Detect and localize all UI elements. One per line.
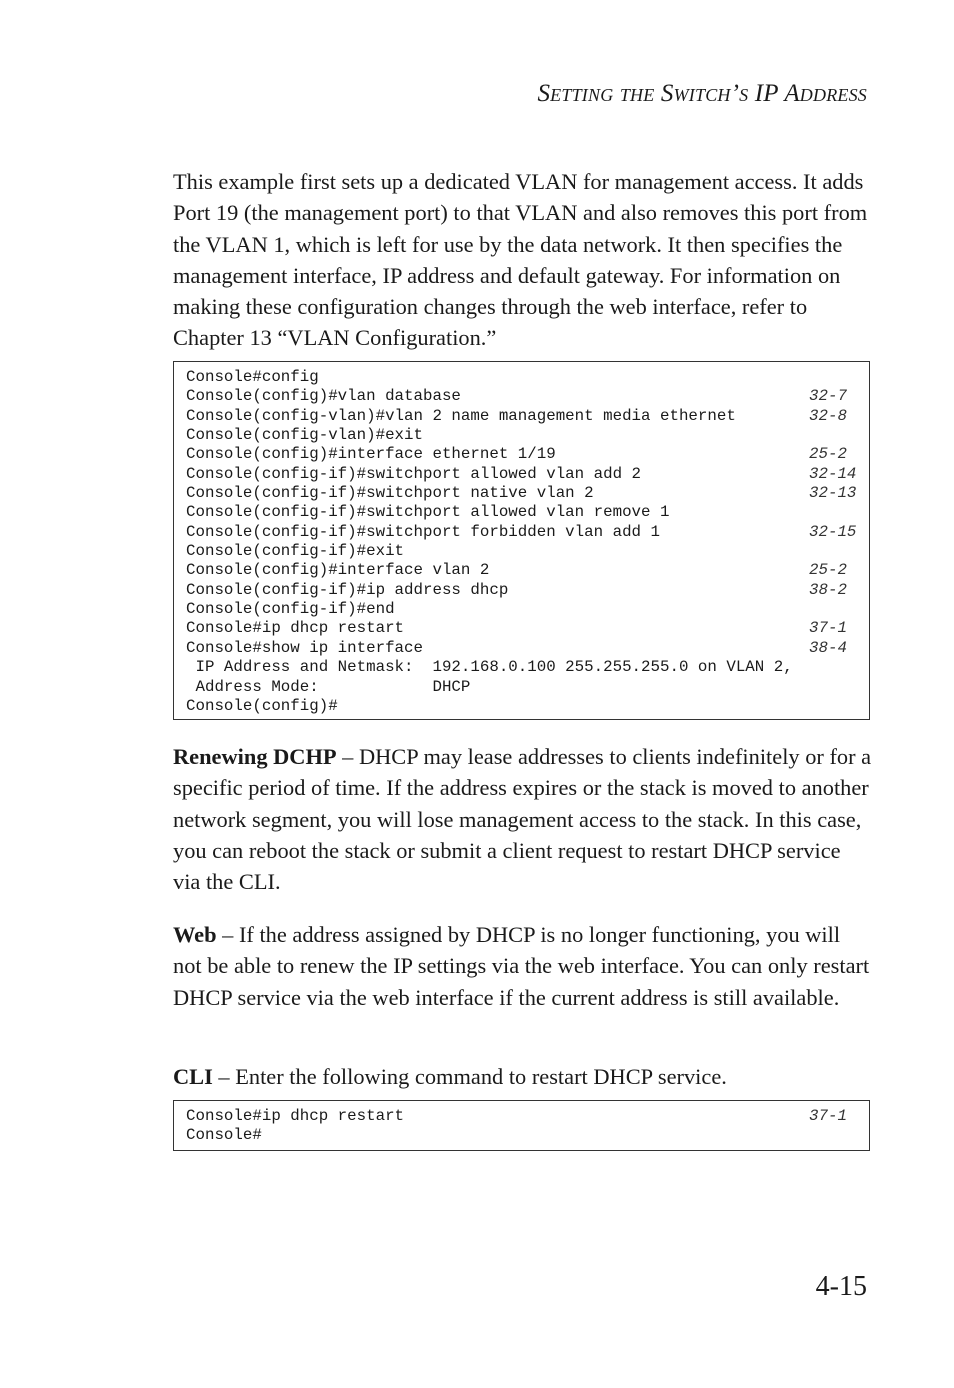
web-term: Web — [173, 922, 217, 947]
code-command: Console(config-vlan)#vlan 2 name management media ethernet — [186, 406, 736, 425]
renewing-dhcp-term: Renewing DCHP — [173, 744, 337, 769]
code-line — [186, 1107, 857, 1126]
code-command: Console(config-if)#ip address dhcp — [186, 580, 509, 599]
cli-text: – Enter the following command to restart DHCP service. — [212, 1064, 727, 1089]
code-line — [186, 697, 857, 716]
renewing-dhcp-paragraph — [173, 741, 873, 897]
code-command: Console(config)#interface vlan 2 — [186, 561, 490, 580]
code-line — [186, 465, 857, 484]
code-line — [186, 503, 857, 522]
code-command: Console(config)#vlan database — [186, 387, 461, 406]
code-page-reference: 32-8 — [809, 406, 847, 425]
renewing-dhcp-text: – DHCP may lease addresses to clients indefinitely or for a specific period of time. If the address expires or the stack is moved to another network segment, you will lose management access to the stack. In this case, you can reboot the stack or submit a client request to restart DHCP service via the CLI. — [173, 744, 872, 895]
code-line — [186, 387, 857, 406]
code-block-dhcp-restart — [173, 1100, 870, 1151]
code-command: Console#config — [186, 368, 319, 386]
web-text: – If the address assigned by DHCP is no longer functioning, you will not be able to renew the IP settings via the web interface. You can only restart DHCP service via the web interface if the current address is still available. — [173, 922, 870, 1010]
code-line — [186, 1126, 857, 1145]
code-command: Console#ip dhcp restart — [186, 619, 405, 638]
intro-paragraph: This example first sets up a dedicated VLAN for management access. It adds Port 19 (the management port) to that VLAN and also removes this port from the VLAN 1, which is left for use by the data network. It then specifies the management interface, IP address and default gateway. For information on making these configuration changes through the web interface, refer to Chapter 13 “VLAN Configuration.” — [173, 169, 868, 351]
code-line — [186, 426, 857, 445]
code-command: Console(config-if)#switchport forbidden vlan add 1 — [186, 522, 660, 541]
code-line — [186, 581, 857, 600]
code-command: Console(config)# — [186, 696, 338, 715]
cli-term: CLI — [173, 1064, 213, 1089]
code-command: Console(config-if)#end — [186, 600, 395, 619]
code-line — [186, 484, 857, 503]
code-command: Console#show ip interface — [186, 638, 423, 657]
code-command: Console(config-if)#switchport allowed vlan add 2 — [186, 464, 642, 483]
code-page-reference: 32-15 — [809, 522, 857, 541]
code-line — [186, 445, 857, 464]
code-command: Console(config-vlan)#exit — [186, 426, 423, 445]
code-page-reference: 32-7 — [809, 387, 847, 406]
code-line — [186, 600, 857, 619]
code-page-reference: 32-14 — [809, 464, 857, 483]
code-command: Console#ip dhcp restart — [186, 1107, 405, 1125]
code-page-reference: 37-1 — [809, 619, 847, 638]
page-number: 4-15 — [815, 1271, 867, 1302]
code-line — [186, 639, 857, 658]
code-command: Console# — [186, 1126, 262, 1145]
code-page-reference: 25-2 — [809, 445, 847, 464]
code-line — [186, 658, 857, 677]
code-command: Console(config)#interface ethernet 1/19 — [186, 445, 556, 464]
code-line — [186, 561, 857, 580]
code-line — [186, 678, 857, 697]
cli-paragraph — [173, 1061, 873, 1092]
code-line — [186, 368, 857, 387]
code-page-reference: 32-13 — [809, 484, 857, 503]
code-page-reference: 37-1 — [809, 1107, 847, 1125]
code-command: Console(config-if)#switchport allowed vlan remove 1 — [186, 503, 670, 522]
code-command: IP Address and Netmask: 192.168.0.100 255.255.255.0 on VLAN 2, — [186, 658, 793, 677]
code-command: Address Mode: DHCP — [186, 677, 471, 696]
code-page-reference: 38-4 — [809, 638, 847, 657]
code-block-config — [173, 361, 870, 720]
code-page-reference: 38-2 — [809, 580, 847, 599]
code-line — [186, 407, 857, 426]
code-line — [186, 619, 857, 638]
running-header: Setting the Switch’s IP Address — [537, 80, 867, 107]
code-line — [186, 542, 857, 561]
code-page-reference: 25-2 — [809, 561, 847, 580]
code-command: Console(config-if)#exit — [186, 542, 405, 561]
web-paragraph — [173, 919, 873, 1013]
code-command: Console(config-if)#switchport native vlan 2 — [186, 484, 594, 503]
code-line — [186, 523, 857, 542]
